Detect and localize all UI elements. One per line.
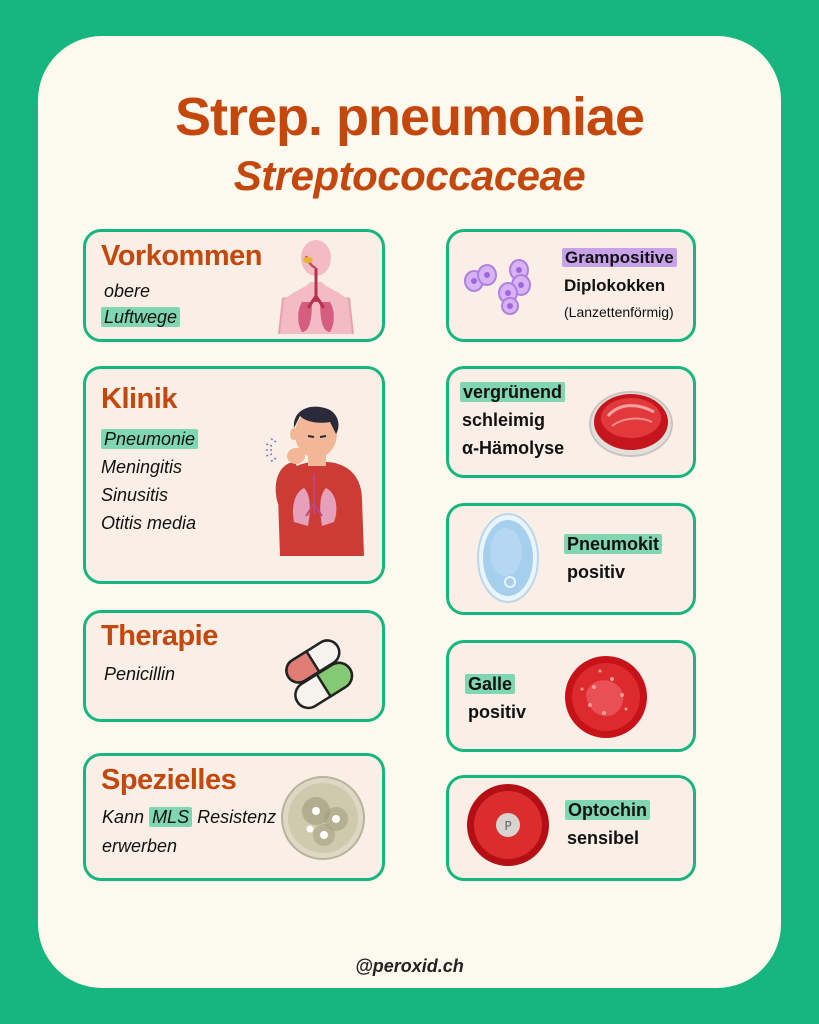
- therapie-title: Therapie: [101, 620, 218, 652]
- gram-line3: (Lanzettenförmig): [564, 304, 674, 320]
- respiratory-tract-icon: [276, 238, 356, 334]
- page-title: Strep. pneumoniae: [174, 87, 645, 147]
- optochin-disc-icon: [466, 783, 550, 867]
- klinik-title: Klinik: [101, 383, 177, 415]
- vorkommen-line1: obere: [104, 281, 151, 301]
- gram-line2: Diplokokken: [564, 276, 666, 295]
- blood-agar-icon: [588, 386, 674, 458]
- vorkommen-line2: Luftwege: [101, 307, 180, 328]
- vorkommen-title: Vorkommen: [101, 240, 262, 272]
- klinik-item-pneumonie: Pneumonie: [101, 429, 198, 450]
- bile-test-icon: [564, 655, 648, 739]
- footer-handle: @peroxid.ch: [355, 956, 464, 976]
- therapie-line1: Penicillin: [104, 664, 176, 684]
- svg-text:P: P: [504, 819, 512, 833]
- petri-dish-icon: [280, 775, 366, 861]
- haemolyse-line1: vergrünend: [460, 382, 565, 403]
- galle-line1: Galle: [465, 674, 515, 695]
- optochin-line1: Optochin: [565, 800, 650, 821]
- capsules-icon: [276, 628, 358, 710]
- optochin-line2: sensibel: [567, 828, 640, 848]
- coughing-person-icon: [264, 404, 368, 556]
- pneumokit-icon: [476, 512, 540, 604]
- spezielles-line1: Kann MLS Resistenz: [102, 807, 277, 827]
- klinik-item-sinusitis: Sinusitis: [101, 485, 169, 505]
- page-subtitle: Streptococcaceae: [233, 152, 586, 199]
- haemolyse-line3: α-Hämolyse: [462, 438, 565, 458]
- diplococci-icon: [462, 257, 540, 315]
- pneumokit-line2: positiv: [567, 562, 626, 582]
- spezielles-line2: erwerben: [102, 836, 178, 856]
- haemolyse-line2: schleimig: [462, 410, 546, 430]
- spezielles-title: Spezielles: [101, 764, 237, 796]
- gram-line1: Grampositive: [562, 248, 677, 268]
- klinik-item-otitis: Otitis media: [101, 513, 197, 533]
- galle-line2: positiv: [468, 702, 527, 722]
- pneumokit-line1: Pneumokit: [564, 534, 662, 555]
- klinik-item-meningitis: Meningitis: [101, 457, 183, 477]
